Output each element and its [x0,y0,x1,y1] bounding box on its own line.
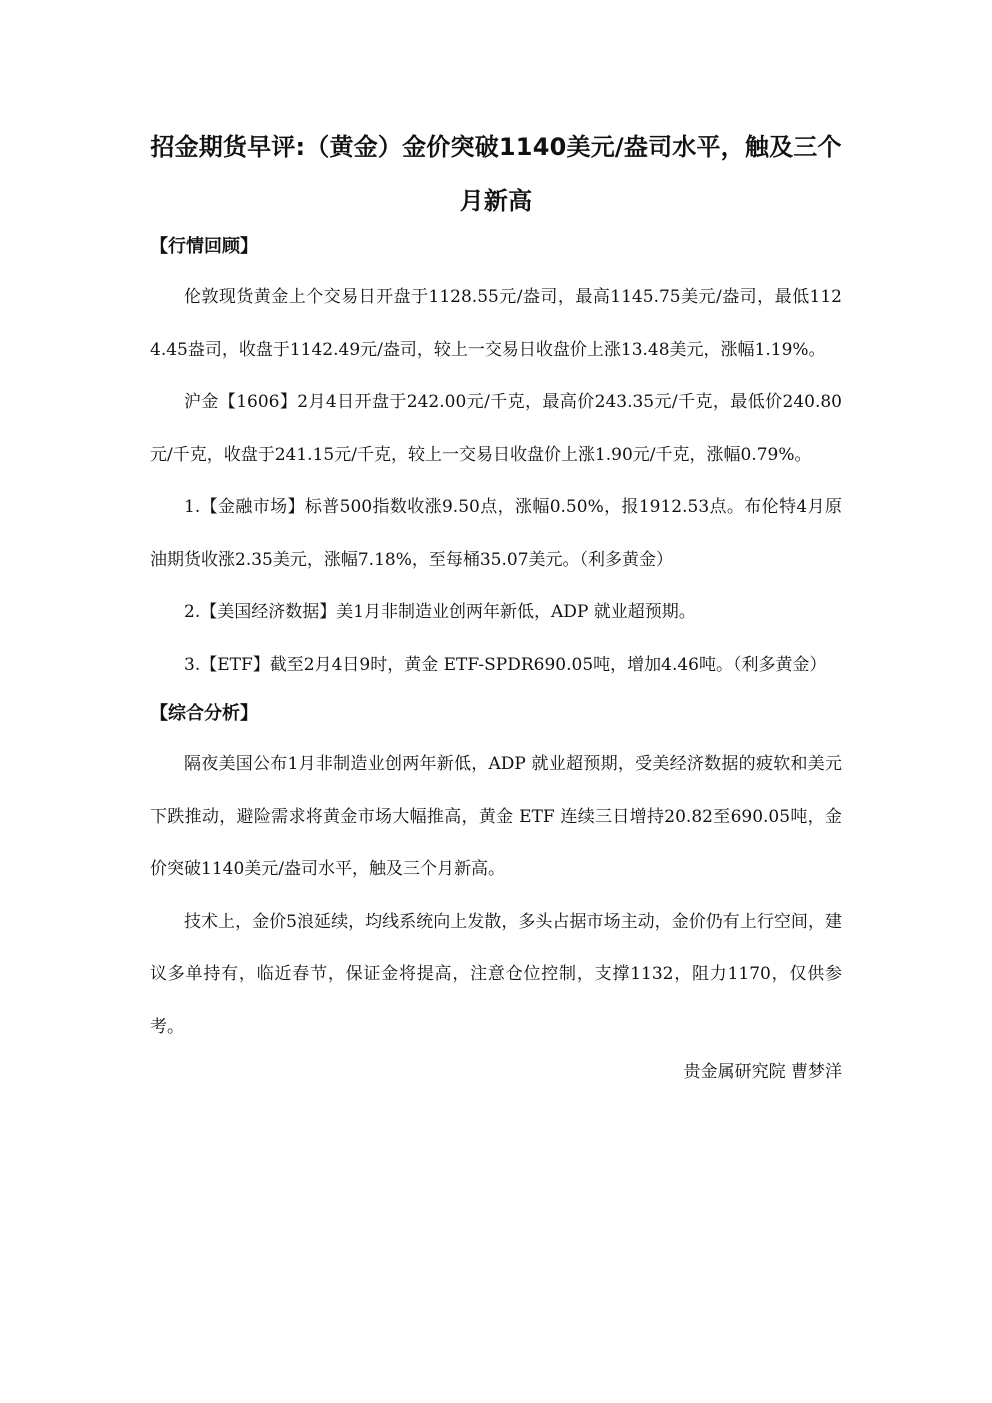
section-heading-market-review: 【行情回顾】 [150,236,258,257]
document-body [150,120,842,1087]
paragraph-analysis-overview: 隔夜美国公布1月非制造业创两年新低，ADP 就业超预期，受美经济数据的疲软和美元下跌推动，避险需求将黄金市场大幅推高，黄金 ETF 连续三日增持20.82至690.05吨，金价突破1140美元/盎司水平，触及三个月新高。 [150,754,842,879]
list-item-etf: 3.【ETF】截至2月4日9时，黄金 ETF-SPDR690.05吨，增加4.46吨。（利多黄金） [184,654,827,675]
paragraph-technical-analysis: 技术上，金价5浪延续，均线系统向上发散，多头占据市场主动，金价仍有上行空间，建议多单持有，临近春节，保证金将提高，注意仓位控制，支撑1132，阻力1170，仅供参考。 [150,911,842,1037]
section-heading-comprehensive-analysis: 【综合分析】 [150,703,258,724]
list-item-us-economic-data: 2.【美国经济数据】美1月非制造业创两年新低，ADP 就业超预期。 [184,602,696,622]
paragraph-london-gold: 伦敦现货黄金上个交易日开盘于1128.55元/盎司，最高1145.75美元/盎司，最低1124.45盎司，收盘于1142.49元/盎司，较上一交易日收盘价上涨13.48美元，涨幅1.19%。 [150,287,842,360]
list-item-financial-market: 1.【金融市场】标普500指数收涨9.50点，涨幅0.50%，报1912.53点。布伦特4月原油期货收涨2.35美元，涨幅7.18%，至每桶35.07美元。（利多黄金） [150,497,842,570]
paragraph-shanghai-gold: 沪金【1606】2月4日开盘于242.00元/千克，最高价243.35元/千克，最低价240.80元/千克，收盘于241.15元/千克，较上一交易日收盘价上涨1.90元/千克，涨幅0.79%。 [150,392,842,465]
author-signature: 贵金属研究院 曹梦洋 [683,1062,842,1082]
document-title: 招金期货早评:（黄金）金价突破1140美元/盎司水平，触及三个月新高 [150,133,842,215]
